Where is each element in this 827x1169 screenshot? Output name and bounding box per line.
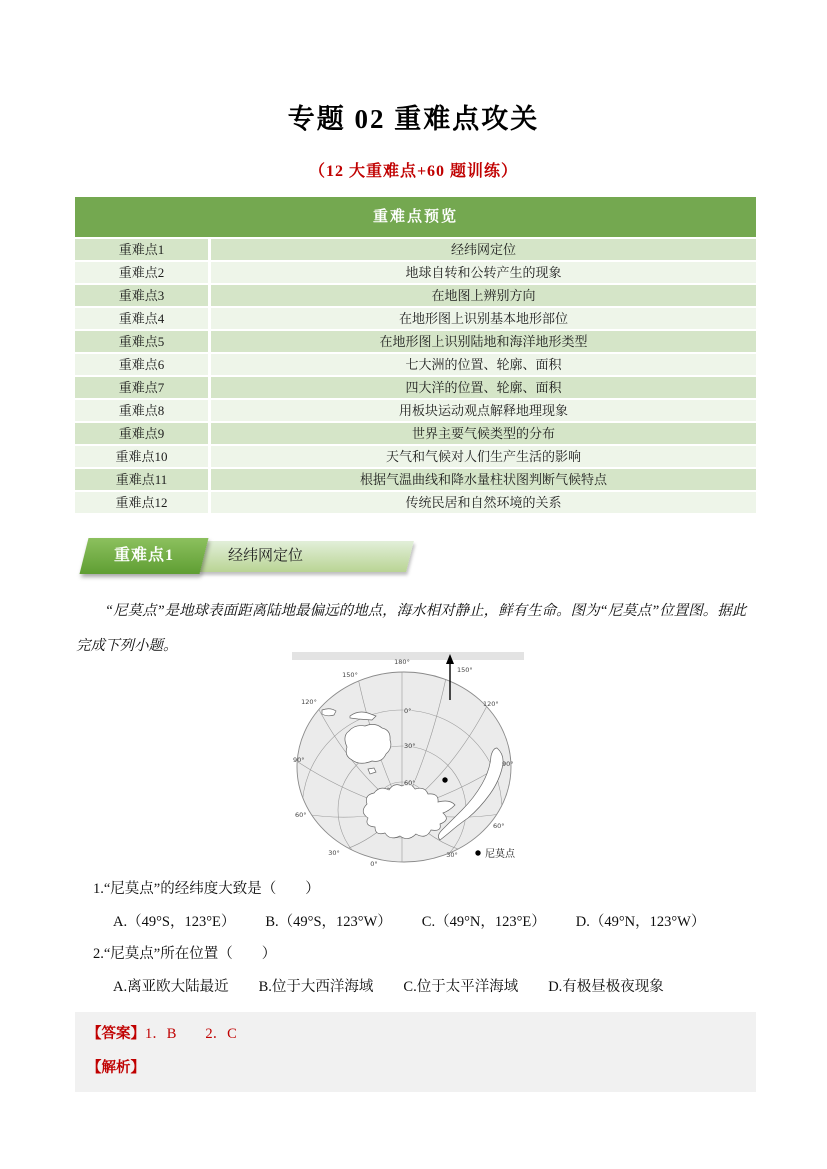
land-australia bbox=[345, 724, 391, 763]
table-cell-content: 根据气温曲线和降水量柱状图判断气候特点 bbox=[211, 469, 756, 490]
question-options bbox=[93, 912, 793, 932]
table-row bbox=[75, 331, 756, 352]
option: C.（49°N，123°E） bbox=[421, 914, 546, 930]
analysis-line bbox=[87, 1057, 744, 1079]
table-cell-label: 重难点10 bbox=[75, 446, 208, 467]
table-row bbox=[75, 354, 756, 375]
option: A.（49°S，123°E） bbox=[113, 914, 236, 930]
land-island bbox=[322, 709, 336, 716]
lon-label-120e: 120° bbox=[301, 698, 317, 706]
lon-label-30e: 30° bbox=[328, 849, 340, 857]
option: B.（49°S，123°W） bbox=[265, 914, 392, 930]
table-cell-label: 重难点2 bbox=[75, 262, 208, 283]
analysis-tag: 【解析】 bbox=[87, 1060, 145, 1076]
lon-label-120w: 120° bbox=[483, 700, 499, 708]
table-row bbox=[75, 308, 756, 329]
table-row bbox=[75, 377, 756, 398]
question-options bbox=[93, 977, 793, 997]
answer-line bbox=[87, 1023, 744, 1045]
point-nemo-map bbox=[292, 650, 524, 872]
table-cell-label: 重难点7 bbox=[75, 377, 208, 398]
table-cell-content: 经纬网定位 bbox=[211, 239, 756, 260]
preview-table-header: 重难点预览 bbox=[75, 197, 756, 237]
table-cell-label: 重难点5 bbox=[75, 331, 208, 352]
answer-tag: 【答案】 bbox=[87, 1026, 145, 1042]
section-badge-number-ribbon bbox=[80, 538, 209, 574]
section-title: 经纬网定位 bbox=[228, 548, 304, 564]
table-cell-label: 重难点4 bbox=[75, 308, 208, 329]
legend-dot-icon bbox=[475, 850, 480, 855]
lon-label-60w: 60° bbox=[493, 822, 505, 830]
lon-label-150w: 150° bbox=[457, 666, 473, 674]
section-badge-title-ribbon bbox=[198, 541, 414, 572]
table-cell-label: 重难点6 bbox=[75, 354, 208, 375]
table-cell-content: 传统民居和自然环境的关系 bbox=[211, 492, 756, 513]
page-subtitle: （12 大重难点+60 题训练） bbox=[308, 163, 519, 180]
table-cell-content: 在地图上辨别方向 bbox=[211, 285, 756, 306]
lat-label-30: 30° bbox=[404, 742, 416, 750]
table-cell-content: 在地形图上识别陆地和海洋地形类型 bbox=[211, 331, 756, 352]
preview-table-body bbox=[75, 239, 756, 513]
table-row bbox=[75, 492, 756, 513]
section-badge-label: 重难点1 bbox=[113, 547, 174, 564]
table-row bbox=[75, 262, 756, 283]
lat-label-0: 0° bbox=[404, 707, 412, 715]
lon-label-30w: 30° bbox=[446, 851, 458, 859]
table-cell-label: 重难点9 bbox=[75, 423, 208, 444]
lon-label-150e: 150° bbox=[342, 671, 358, 679]
map-legend bbox=[475, 847, 516, 860]
question-stem: 2.“尼莫点”所在位置（ ） bbox=[93, 946, 277, 962]
table-cell-content: 地球自转和公转产生的现象 bbox=[211, 262, 756, 283]
passage-text: “尼莫点”是地球表面距离陆地最偏远的地点，海水相对静止，鲜有生命。图为“尼莫点”位置图。据此完成下列小题。 bbox=[76, 603, 747, 654]
lat-label-60: 60° bbox=[404, 779, 416, 787]
table-row bbox=[75, 423, 756, 444]
lon-label-90w: 90° bbox=[502, 760, 514, 768]
page-title: 专题 02 重难点攻关 bbox=[287, 104, 540, 134]
lon-label-90e: 90° bbox=[293, 756, 305, 764]
point-nemo-dot bbox=[442, 777, 447, 782]
answer-block bbox=[75, 1012, 756, 1092]
option: C.位于太平洋海域 bbox=[403, 979, 519, 995]
table-row bbox=[75, 446, 756, 467]
land-se-asia bbox=[294, 686, 308, 694]
map-svg bbox=[292, 650, 524, 872]
table-cell-content: 天气和气候对人们生产生活的影响 bbox=[211, 446, 756, 467]
answer-values: 1．B 2．C bbox=[145, 1026, 237, 1042]
question-stem: 1.“尼莫点”的经纬度大致是（ ） bbox=[93, 881, 320, 897]
preview-table bbox=[75, 197, 756, 513]
option: D.（49°N，123°W） bbox=[575, 914, 706, 930]
table-cell-content: 七大洲的位置、轮廓、面积 bbox=[211, 354, 756, 375]
table-row bbox=[75, 285, 756, 306]
lon-label-180: 180° bbox=[394, 658, 410, 666]
table-cell-label: 重难点3 bbox=[75, 285, 208, 306]
table-row bbox=[75, 469, 756, 490]
lon-label-60e: 60° bbox=[295, 811, 307, 819]
table-cell-content: 在地形图上识别基本地形部位 bbox=[211, 308, 756, 329]
table-cell-content: 世界主要气候类型的分布 bbox=[211, 423, 756, 444]
land-island bbox=[298, 719, 307, 725]
lon-label-0: 0° bbox=[370, 860, 378, 868]
table-cell-content: 用板块运动观点解释地理现象 bbox=[211, 400, 756, 421]
table-cell-label: 重难点11 bbox=[75, 469, 208, 490]
table-row bbox=[75, 400, 756, 421]
option: A.离亚欧大陆最近 bbox=[113, 979, 229, 995]
table-cell-label: 重难点8 bbox=[75, 400, 208, 421]
table-cell-label: 重难点1 bbox=[75, 239, 208, 260]
table-cell-content: 四大洋的位置、轮廓、面积 bbox=[211, 377, 756, 398]
option: B.位于大西洋海域 bbox=[258, 979, 374, 995]
legend-label: 尼莫点 bbox=[485, 849, 515, 860]
option: D.有极昼极夜现象 bbox=[548, 979, 664, 995]
table-row bbox=[75, 239, 756, 260]
questions bbox=[93, 879, 793, 1009]
table-cell-label: 重难点12 bbox=[75, 492, 208, 513]
